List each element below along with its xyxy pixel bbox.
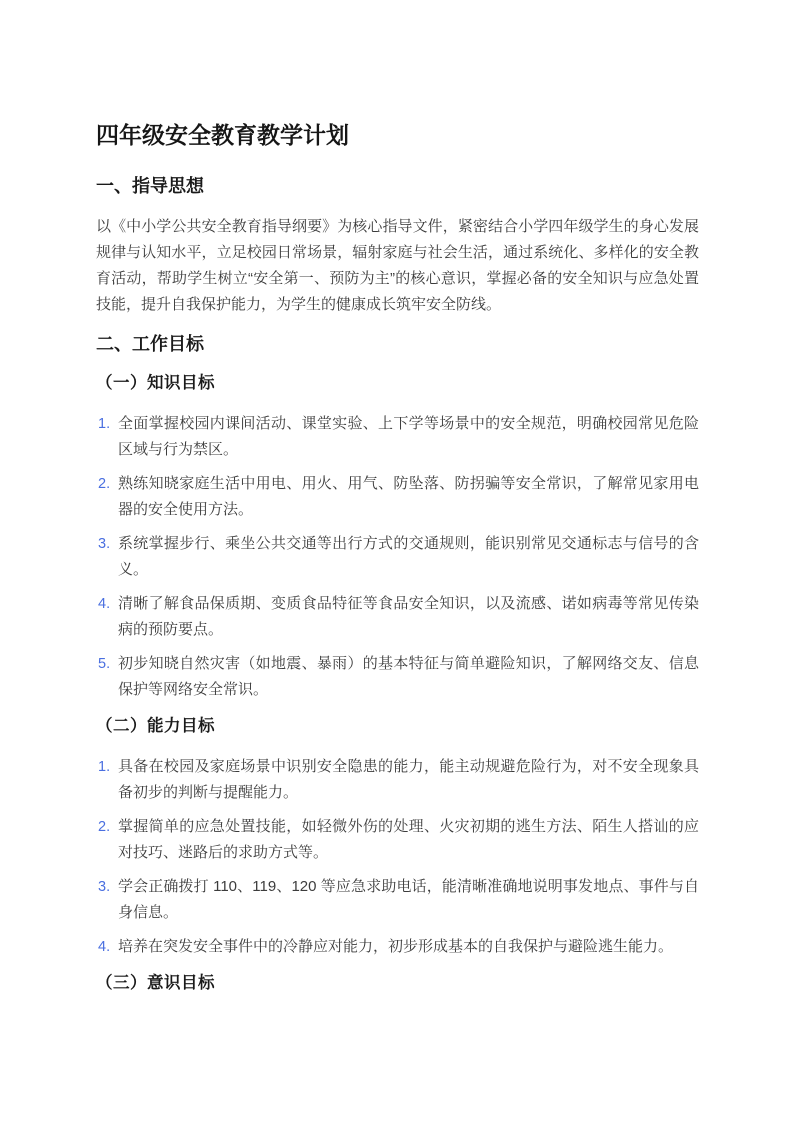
section-heading-guiding-ideology: 一、指导思想 [96, 176, 204, 196]
list-item [98, 754, 699, 806]
list-item-text: 掌握简单的应急处置技能，如轻微外伤的处理、火灾初期的逃生方法、陌生人搭讪的应对技巧、迷路后的求助方式等。 [118, 818, 699, 861]
knowledge-goals-list [96, 411, 699, 703]
list-item [98, 471, 699, 523]
list-item-text: 全面掌握校园内课间活动、课堂实验、上下学等场景中的安全规范，明确校园常见危险区域与行为禁区。 [118, 415, 699, 458]
list-number: 1. [98, 416, 111, 432]
subsection-heading-ability-goals: （二）能力目标 [96, 717, 215, 735]
paragraph-guiding-ideology: 以《中小学公共安全教育指导纲要》为核心指导文件，紧密结合小学四年级学生的身心发展规律与认知水平，立足校园日常场景，辐射家庭与社会生活，通过系统化、多样化的安全教育活动，帮助学生树立“安全第一、预防为主”的核心意识，掌握必备的安全知识与应急处置技能，提升自我保护能力，为学生的健康成长筑牢安全防线。 [96, 218, 699, 313]
list-item [98, 814, 699, 866]
list-item-text: 具备在校园及家庭场景中识别安全隐患的能力，能主动规避危险行为，对不安全现象具备初步的判断与提醒能力。 [118, 758, 699, 801]
list-item-text: 培养在突发安全事件中的冷静应对能力，初步形成基本的自我保护与避险逃生能力。 [118, 938, 674, 955]
list-number: 4. [98, 939, 111, 955]
list-item-text: 初步知晓自然灾害（如地震、暴雨）的基本特征与简单避险知识，了解网络交友、信息保护等网络安全常识。 [118, 655, 699, 698]
subsection-heading-knowledge-goals: （一）知识目标 [96, 374, 215, 392]
list-item [98, 591, 699, 643]
list-item [98, 531, 699, 583]
list-number: 3. [98, 879, 111, 895]
list-item [98, 934, 699, 960]
list-number: 5. [98, 656, 111, 672]
ability-goals-list [96, 754, 699, 960]
list-number: 1. [98, 759, 111, 775]
list-item [98, 874, 699, 926]
section-heading-work-goals: 二、工作目标 [96, 334, 204, 354]
list-item-text: 清晰了解食品保质期、变质食品特征等食品安全知识，以及流感、诺如病毒等常见传染病的预防要点。 [118, 595, 699, 638]
subsection-heading-awareness-goals: （三）意识目标 [96, 974, 215, 992]
list-item-text: 系统掌握步行、乘坐公共交通等出行方式的交通规则，能识别常见交通标志与信号的含义。 [118, 535, 699, 578]
list-number: 2. [98, 819, 111, 835]
document-title: 四年级安全教育教学计划 [96, 122, 349, 148]
list-number: 3. [98, 536, 111, 552]
list-item-text: 学会正确拨打 110、119、120 等应急求助电话，能清晰准确地说明事发地点、事件与自身信息。 [118, 878, 699, 921]
list-item-text: 熟练知晓家庭生活中用电、用火、用气、防坠落、防拐骗等安全常识，了解常见家用电器的安全使用方法。 [118, 475, 699, 518]
list-number: 2. [98, 476, 111, 492]
list-number: 4. [98, 596, 111, 612]
list-item [98, 651, 699, 703]
list-item [98, 411, 699, 463]
